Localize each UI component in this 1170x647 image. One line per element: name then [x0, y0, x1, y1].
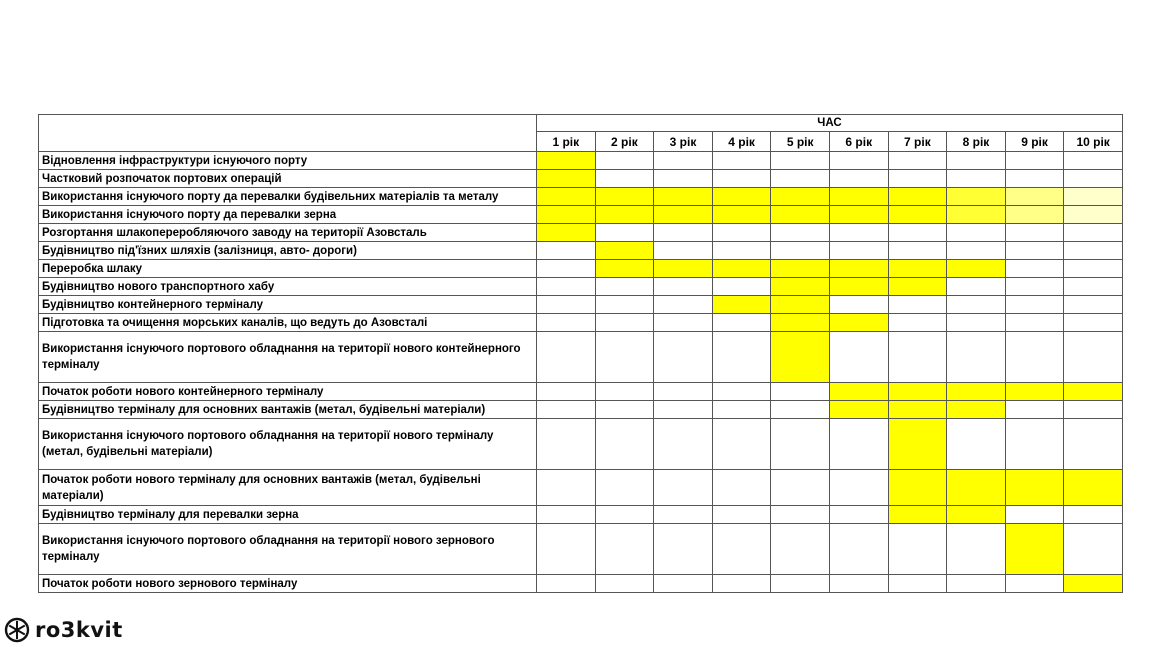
gantt-bar-cell: [947, 260, 1006, 278]
gantt-empty-cell: [771, 419, 830, 470]
gantt-empty-cell: [947, 152, 1006, 170]
gantt-empty-cell: [537, 314, 596, 332]
gantt-bar-cell: [537, 170, 596, 188]
gantt-empty-cell: [595, 170, 654, 188]
year-header-8: 8 рік: [947, 132, 1006, 152]
gantt-bar-cell: [771, 278, 830, 296]
gantt-empty-cell: [1005, 401, 1064, 419]
gantt-empty-cell: [595, 575, 654, 593]
gantt-empty-cell: [712, 383, 771, 401]
gantt-empty-cell: [1064, 296, 1123, 314]
task-label: Розгортання шлакопереробляючого заводу на території Азовсталь: [39, 224, 537, 242]
gantt-empty-cell: [712, 170, 771, 188]
task-label: Використання існуючого портового обладнання на території нового контейнерного терміналу: [39, 332, 537, 383]
table-row: [39, 152, 1123, 170]
gantt-bar-cell: [1005, 470, 1064, 506]
gantt-empty-cell: [888, 575, 947, 593]
gantt-empty-cell: [595, 470, 654, 506]
gantt-empty-cell: [537, 470, 596, 506]
gantt-empty-cell: [537, 296, 596, 314]
gantt-empty-cell: [654, 242, 713, 260]
gantt-bar-cell: [829, 383, 888, 401]
gantt-bar-cell: [1064, 206, 1123, 224]
gantt-empty-cell: [1064, 506, 1123, 524]
task-label: Використання існуючого порту да перевалки зерна: [39, 206, 537, 224]
gantt-empty-cell: [771, 242, 830, 260]
gantt-empty-cell: [595, 332, 654, 383]
logo-text: ro3kvit: [35, 618, 123, 642]
gantt-empty-cell: [888, 170, 947, 188]
gantt-empty-cell: [771, 575, 830, 593]
gantt-empty-cell: [595, 401, 654, 419]
gantt-empty-cell: [712, 152, 771, 170]
time-header: ЧАС: [537, 115, 1123, 132]
task-label: Початок роботи нового контейнерного терміналу: [39, 383, 537, 401]
gantt-empty-cell: [654, 419, 713, 470]
year-header-5: 5 рік: [771, 132, 830, 152]
table-row: [39, 188, 1123, 206]
gantt-empty-cell: [1064, 314, 1123, 332]
gantt-bar-cell: [888, 206, 947, 224]
gantt-empty-cell: [595, 278, 654, 296]
gantt-bar-cell: [888, 260, 947, 278]
gantt-empty-cell: [771, 524, 830, 575]
gantt-empty-cell: [595, 224, 654, 242]
gantt-empty-cell: [1064, 524, 1123, 575]
gantt-empty-cell: [829, 506, 888, 524]
table-row: [39, 383, 1123, 401]
gantt-empty-cell: [537, 278, 596, 296]
gantt-empty-cell: [1005, 224, 1064, 242]
gantt-bar-cell: [537, 152, 596, 170]
gantt-empty-cell: [595, 314, 654, 332]
gantt-empty-cell: [537, 524, 596, 575]
gantt-empty-cell: [829, 419, 888, 470]
gantt-empty-cell: [1005, 152, 1064, 170]
gantt-empty-cell: [1064, 170, 1123, 188]
year-header-6: 6 рік: [829, 132, 888, 152]
gantt-bar-cell: [1064, 188, 1123, 206]
gantt-empty-cell: [829, 242, 888, 260]
gantt-empty-cell: [654, 332, 713, 383]
task-header-blank: [39, 115, 537, 152]
gantt-empty-cell: [712, 575, 771, 593]
gantt-empty-cell: [771, 506, 830, 524]
gantt-bar-cell: [829, 260, 888, 278]
gantt-bar-cell: [712, 296, 771, 314]
gantt-empty-cell: [947, 332, 1006, 383]
gantt-bar-cell: [537, 224, 596, 242]
task-label: Використання існуючого порту да перевалки будівельних матеріалів та металу: [39, 188, 537, 206]
gantt-empty-cell: [537, 575, 596, 593]
gantt-empty-cell: [947, 242, 1006, 260]
gantt-empty-cell: [829, 296, 888, 314]
gantt-empty-cell: [712, 524, 771, 575]
gantt-bar-cell: [1005, 383, 1064, 401]
gantt-bar-cell: [771, 314, 830, 332]
gantt-bar-cell: [947, 383, 1006, 401]
task-label: Будівництво терміналу для основних вантажів (метал, будівельні матеріали): [39, 401, 537, 419]
gantt-bar-cell: [829, 188, 888, 206]
gantt-empty-cell: [947, 314, 1006, 332]
gantt-empty-cell: [654, 506, 713, 524]
gantt-bar-cell: [595, 242, 654, 260]
table-row: [39, 242, 1123, 260]
year-header-9: 9 рік: [1005, 132, 1064, 152]
gantt-empty-cell: [712, 278, 771, 296]
gantt-empty-cell: [595, 383, 654, 401]
year-header-3: 3 рік: [654, 132, 713, 152]
gantt-empty-cell: [829, 470, 888, 506]
gantt-empty-cell: [947, 575, 1006, 593]
gantt-bar-cell: [654, 206, 713, 224]
gantt-empty-cell: [888, 152, 947, 170]
gantt-empty-cell: [1005, 575, 1064, 593]
gantt-bar-cell: [712, 206, 771, 224]
gantt-bar-cell: [829, 278, 888, 296]
gantt-empty-cell: [888, 332, 947, 383]
gantt-bar-cell: [888, 383, 947, 401]
gantt-bar-cell: [1005, 206, 1064, 224]
gantt-bar-cell: [595, 188, 654, 206]
gantt-empty-cell: [654, 383, 713, 401]
gantt-bar-cell: [771, 206, 830, 224]
table-row: [39, 224, 1123, 242]
gantt-empty-cell: [595, 296, 654, 314]
gantt-empty-cell: [1064, 332, 1123, 383]
table-row: [39, 575, 1123, 593]
gantt-bar-cell: [771, 188, 830, 206]
task-label: Початок роботи нового терміналу для основних вантажів (метал, будівельні матеріали): [39, 470, 537, 506]
gantt-empty-cell: [654, 314, 713, 332]
gantt-empty-cell: [1064, 152, 1123, 170]
gantt-empty-cell: [537, 260, 596, 278]
gantt-empty-cell: [654, 575, 713, 593]
gantt-empty-cell: [888, 296, 947, 314]
gantt-empty-cell: [888, 224, 947, 242]
gantt-empty-cell: [654, 401, 713, 419]
gantt-empty-cell: [1064, 224, 1123, 242]
gantt-bar-cell: [1005, 188, 1064, 206]
gantt-empty-cell: [829, 332, 888, 383]
gantt-empty-cell: [829, 152, 888, 170]
gantt-bar-cell: [595, 206, 654, 224]
gantt-empty-cell: [947, 419, 1006, 470]
gantt-empty-cell: [1005, 314, 1064, 332]
gantt-empty-cell: [888, 524, 947, 575]
gantt-empty-cell: [537, 401, 596, 419]
gantt-empty-cell: [771, 401, 830, 419]
gantt-empty-cell: [595, 419, 654, 470]
task-label: Будівництво терміналу для перевалки зерна: [39, 506, 537, 524]
year-header-10: 10 рік: [1064, 132, 1123, 152]
gantt-empty-cell: [829, 170, 888, 188]
task-label: Відновлення інфраструктури існуючого порту: [39, 152, 537, 170]
gantt-empty-cell: [947, 170, 1006, 188]
gantt-empty-cell: [654, 152, 713, 170]
task-label: Будівництво під'їзних шляхів (залізниця, авто- дороги): [39, 242, 537, 260]
gantt-empty-cell: [947, 296, 1006, 314]
gantt-bar-cell: [537, 188, 596, 206]
gantt-bar-cell: [537, 206, 596, 224]
gantt-bar-cell: [829, 401, 888, 419]
gantt-empty-cell: [888, 314, 947, 332]
task-label: Підготовка та очищення морських каналів, що ведуть до Азовсталі: [39, 314, 537, 332]
gantt-bar-cell: [947, 506, 1006, 524]
year-header-4: 4 рік: [712, 132, 771, 152]
gantt-empty-cell: [1005, 170, 1064, 188]
table-row: [39, 506, 1123, 524]
time-header-row: [39, 115, 1123, 132]
gantt-bar-cell: [947, 470, 1006, 506]
year-header-1: 1 рік: [537, 132, 596, 152]
table-row: [39, 278, 1123, 296]
gantt-empty-cell: [537, 506, 596, 524]
gantt-bar-cell: [947, 188, 1006, 206]
gantt-empty-cell: [1064, 419, 1123, 470]
gantt-bar-cell: [771, 332, 830, 383]
task-label: Частковий розпочаток портових операцій: [39, 170, 537, 188]
gantt-empty-cell: [595, 506, 654, 524]
task-label: Використання існуючого портового обладнання на території нового терміналу (метал, будівельні матеріали): [39, 419, 537, 470]
gantt-empty-cell: [712, 419, 771, 470]
task-label: Переробка шлаку: [39, 260, 537, 278]
gantt-empty-cell: [771, 383, 830, 401]
gantt-empty-cell: [1005, 242, 1064, 260]
gantt-empty-cell: [829, 575, 888, 593]
table-row: [39, 419, 1123, 470]
gantt-empty-cell: [654, 170, 713, 188]
gantt-bar-cell: [947, 206, 1006, 224]
gantt-bar-cell: [888, 188, 947, 206]
gantt-bar-cell: [654, 260, 713, 278]
task-body: [39, 152, 1123, 593]
table-row: [39, 524, 1123, 575]
gantt-empty-cell: [712, 401, 771, 419]
logo: [4, 617, 123, 643]
gantt-empty-cell: [1064, 278, 1123, 296]
table-row: [39, 260, 1123, 278]
gantt-empty-cell: [595, 152, 654, 170]
gantt-empty-cell: [654, 224, 713, 242]
gantt-bar-cell: [888, 401, 947, 419]
gantt-bar-cell: [829, 314, 888, 332]
gantt-bar-cell: [888, 506, 947, 524]
gantt-bar-cell: [888, 419, 947, 470]
gantt-empty-cell: [771, 470, 830, 506]
task-label: Початок роботи нового зернового терміналу: [39, 575, 537, 593]
gantt-empty-cell: [537, 383, 596, 401]
gantt-empty-cell: [1005, 260, 1064, 278]
gantt-empty-cell: [771, 152, 830, 170]
gantt-bar-cell: [654, 188, 713, 206]
task-label: Будівництво нового транспортного хабу: [39, 278, 537, 296]
gantt-empty-cell: [1005, 506, 1064, 524]
year-header-2: 2 рік: [595, 132, 654, 152]
flower-logo-icon: [4, 617, 30, 643]
gantt-bar-cell: [888, 470, 947, 506]
gantt-empty-cell: [712, 224, 771, 242]
table-row: [39, 314, 1123, 332]
gantt-empty-cell: [829, 224, 888, 242]
gantt-empty-cell: [654, 278, 713, 296]
table-row: [39, 332, 1123, 383]
gantt-bar-cell: [1064, 470, 1123, 506]
gantt-bar-cell: [829, 206, 888, 224]
gantt-empty-cell: [712, 470, 771, 506]
gantt-empty-cell: [712, 242, 771, 260]
gantt-empty-cell: [654, 470, 713, 506]
gantt-bar-cell: [1064, 383, 1123, 401]
table-row: [39, 470, 1123, 506]
gantt-empty-cell: [888, 242, 947, 260]
gantt-empty-cell: [537, 419, 596, 470]
table-row: [39, 206, 1123, 224]
gantt-empty-cell: [712, 506, 771, 524]
gantt-empty-cell: [1005, 278, 1064, 296]
gantt-empty-cell: [712, 314, 771, 332]
year-header-7: 7 рік: [888, 132, 947, 152]
gantt-empty-cell: [537, 242, 596, 260]
gantt-empty-cell: [595, 524, 654, 575]
gantt-bar-cell: [712, 188, 771, 206]
gantt-bar-cell: [771, 296, 830, 314]
gantt-empty-cell: [654, 296, 713, 314]
gantt-empty-cell: [947, 224, 1006, 242]
gantt-empty-cell: [654, 524, 713, 575]
gantt-empty-cell: [1064, 260, 1123, 278]
gantt-empty-cell: [1005, 332, 1064, 383]
task-label: Використання існуючого портового обладнання на території нового зернового терміналу: [39, 524, 537, 575]
table-row: [39, 296, 1123, 314]
gantt-bar-cell: [947, 401, 1006, 419]
gantt-bar-cell: [712, 260, 771, 278]
gantt-empty-cell: [712, 332, 771, 383]
gantt-empty-cell: [1005, 419, 1064, 470]
gantt-empty-cell: [1064, 242, 1123, 260]
gantt-bar-cell: [1064, 575, 1123, 593]
gantt-empty-cell: [1064, 401, 1123, 419]
gantt-bar-cell: [888, 278, 947, 296]
gantt-empty-cell: [1005, 296, 1064, 314]
gantt-bar-cell: [595, 260, 654, 278]
task-label: Будівництво контейнерного терміналу: [39, 296, 537, 314]
gantt-bar-cell: [771, 260, 830, 278]
gantt-empty-cell: [947, 524, 1006, 575]
gantt-bar-cell: [1005, 524, 1064, 575]
gantt-empty-cell: [537, 332, 596, 383]
table-row: [39, 170, 1123, 188]
gantt-empty-cell: [829, 524, 888, 575]
gantt-empty-cell: [771, 170, 830, 188]
gantt-table: [38, 114, 1123, 593]
table-row: [39, 401, 1123, 419]
gantt-empty-cell: [771, 224, 830, 242]
gantt-empty-cell: [947, 278, 1006, 296]
